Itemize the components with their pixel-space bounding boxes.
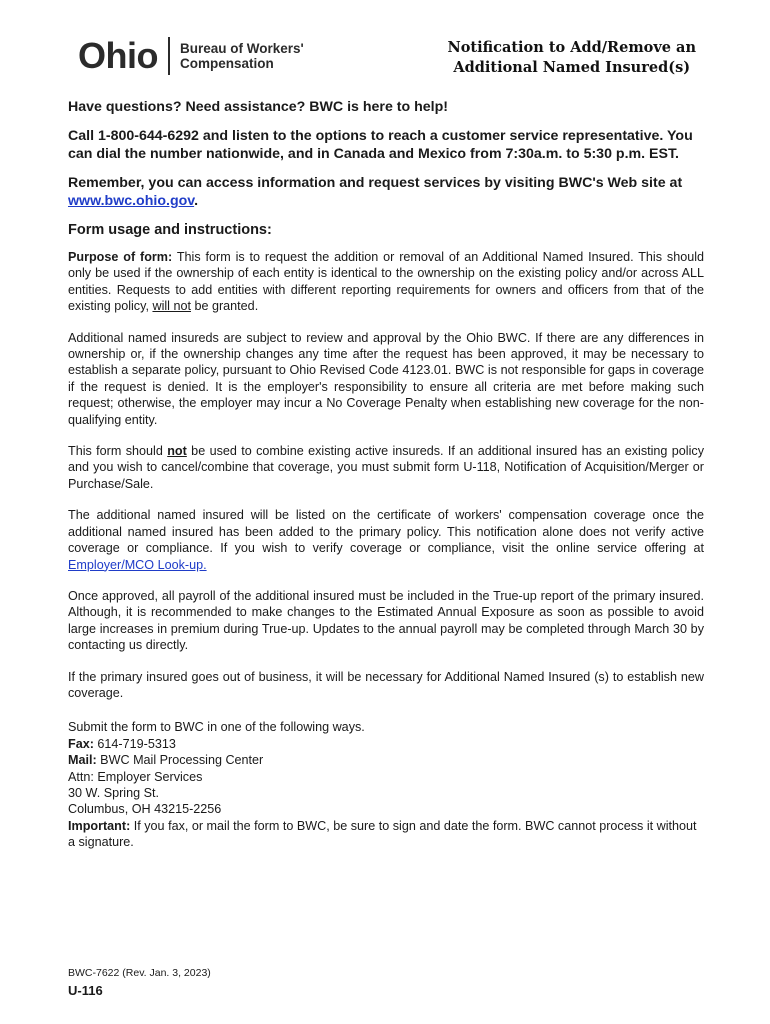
purpose-emphasis: will not xyxy=(152,299,191,314)
purpose-text-b: be granted. xyxy=(190,299,259,314)
mail-city: Columbus, OH 43215-2256 xyxy=(68,802,222,817)
mail-line xyxy=(68,752,704,768)
combine-text-b: be used to combine existing active insureds. If an additional insured has an existing policy and you wish to cancel/combine that coverage, you must submit form U-118, Notification of Acquisition/Merger or Purchase/Sale. xyxy=(68,444,704,491)
submit-instructions xyxy=(68,719,704,850)
payroll-paragraph: Once approved, all payroll of the additional insured must be included in the True-up report of the primary insured. Although, it is recommended to make changes to the Estimated Annual Exposure as soon as possible to avoid large increases in premium during True-up. Updates to the annual payroll may be completed through March 30 by contacting us directly. xyxy=(68,588,704,653)
logo-org-name xyxy=(180,41,304,71)
review-paragraph: Additional named insureds are subject to review and approval by the Ohio BWC. If there are any differences in ownership or, if the ownership changes any time after the request has been approved, it may be necessary to establish a separate policy, pursuant to Ohio Revised Code 4123.01. BWC is not responsible for gaps in coverage if the request is denied. It is the employer's responsibility to ensure all criteria are met before making such request; otherwise, the employer may incur a No Coverage Penalty when establishing new coverage for the non-qualifying entity. xyxy=(68,330,704,427)
bwc-website-link[interactable]: www.bwc.ohio.gov xyxy=(68,193,195,209)
form-title-line1: Notification to Add/Remove an xyxy=(447,39,696,56)
purpose-text-a: This form is to request the addition or removal of an Additional Named Insured. This should only be used if the ownership of each entity is identical to the ownership on the existing policy and/or across ALL entities. Requests to add entities with different reporting requirements for owners and officers from that of the existing policy, xyxy=(68,250,705,314)
mail-attn: Attn: Employer Services xyxy=(68,769,203,784)
page-header xyxy=(78,36,718,86)
fax-line xyxy=(68,736,704,752)
website-info xyxy=(68,174,704,210)
fax-number: 614-719-5313 xyxy=(93,736,176,751)
important-note xyxy=(68,818,704,851)
logo-divider xyxy=(168,37,170,75)
website-suffix: . xyxy=(194,193,199,209)
website-prefix: Remember, you can access information and request services by visiting BWC's Web site at xyxy=(68,175,683,191)
important-label: Important: xyxy=(68,818,131,833)
important-text: If you fax, or mail the form to BWC, be sure to sign and date the form. BWC cannot process it without a signature. xyxy=(68,818,697,850)
fax-label: Fax: xyxy=(68,736,94,751)
logo-org-line1: Bureau of Workers' xyxy=(179,41,304,56)
business-paragraph: If the primary insured goes out of business, it will be necessary for Additional Named Insured (s) to establish new coverage. xyxy=(68,669,704,700)
purpose-label: Purpose of form: xyxy=(68,250,173,264)
combine-emphasis: not xyxy=(167,444,187,459)
mail-street: 30 W. Spring St. xyxy=(68,785,159,800)
submit-intro: Submit the form to BWC in one of the following ways. xyxy=(68,720,365,735)
combine-text-a: This form should xyxy=(68,444,168,459)
page-footer xyxy=(68,966,211,998)
certificate-text: The additional named insured will be listed on the certificate of workers' compensation coverage once the additional named insured has been added to the primary policy. This notification alone does not verify active coverage or compliance. If you wish to verify coverage or compliance, visit the online service offering at xyxy=(68,508,704,556)
revision-line: BWC-7622 (Rev. Jan. 3, 2023) xyxy=(68,967,211,979)
form-code: U-116 xyxy=(68,983,103,998)
call-info: Call 1-800-644-6292 and listen to the options to reach a customer service representative. You can dial the number nationwide, and in Canada and Mexico from 7:30a.m. to 5:30 p.m. EST. xyxy=(68,128,693,162)
page-content xyxy=(68,98,704,851)
help-line: Have questions? Need assistance? BWC is here to help! xyxy=(68,99,449,115)
logo-wordmark: Ohio xyxy=(78,35,158,76)
purpose-paragraph xyxy=(68,249,704,315)
form-title-line2: Additional Named Insured(s) xyxy=(453,59,691,76)
combine-paragraph xyxy=(68,443,704,492)
instructions-heading: Form usage and instructions: xyxy=(68,222,272,238)
employer-mco-lookup-link[interactable]: Employer/MCO Look-up. xyxy=(68,557,207,572)
mail-recipient: BWC Mail Processing Center xyxy=(96,753,264,768)
ohio-bwc-logo xyxy=(78,36,304,76)
mail-label: Mail: xyxy=(68,753,97,768)
logo-org-line2: Compensation xyxy=(179,56,274,71)
form-title xyxy=(447,38,696,78)
certificate-paragraph xyxy=(68,507,704,573)
